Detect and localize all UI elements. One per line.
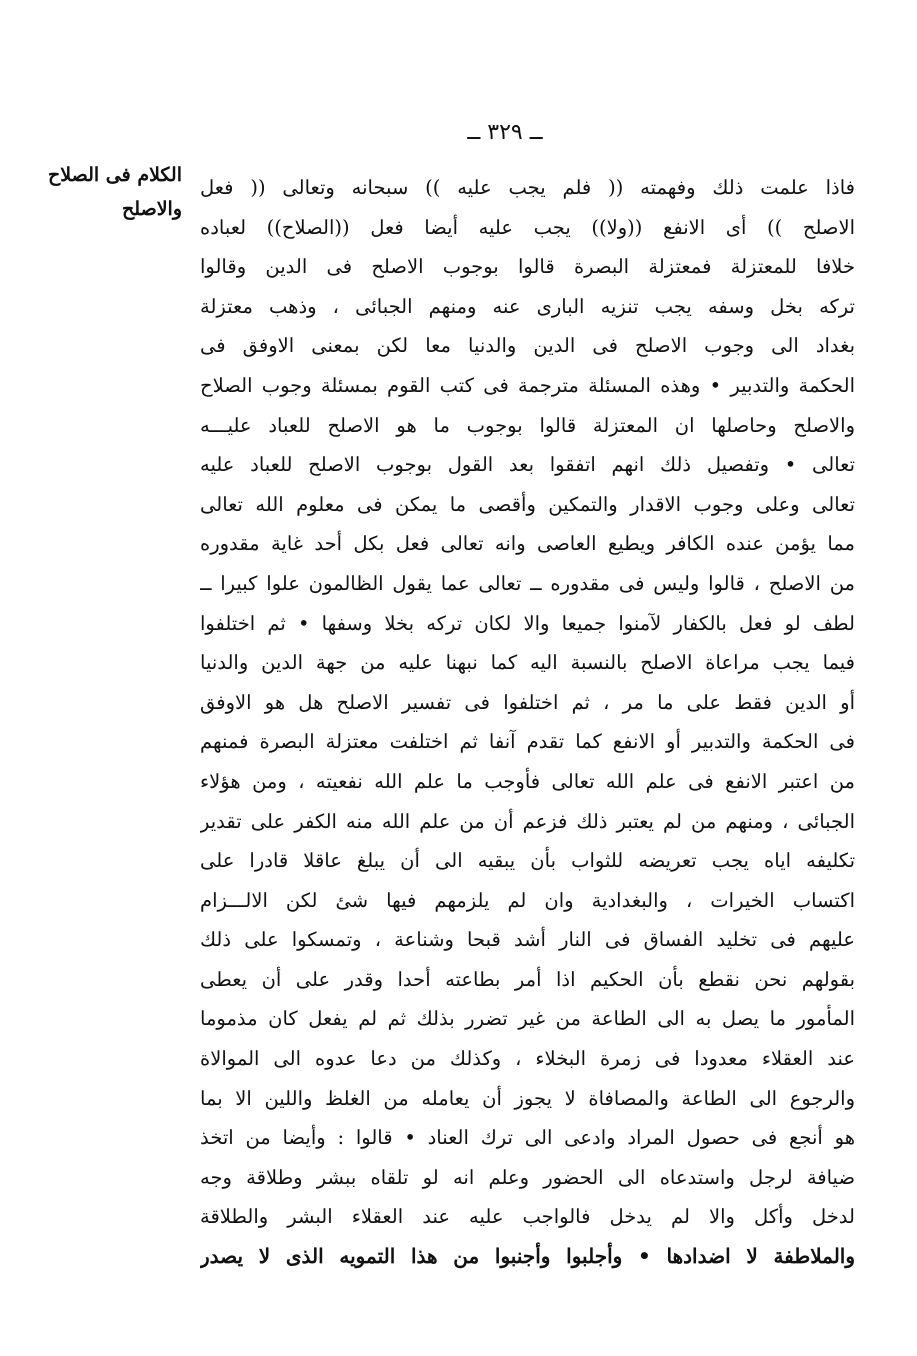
text-line: ضيافة لرجل واستدعاه الى الحضور وعلم انه لو تلقاه ببشر وطلاقة وجه [200,1165,855,1189]
text-line: المأمور ما يصل به الى الطاعة من غير تضرر بذلك ثم لم يفعل كان مذموما [200,1007,855,1031]
text-line: مما يؤمن عنده الكافر ويطيع العاصى وانه تعالى فعل بكل أحد غاية مقدوره [200,532,855,556]
body-text [200,168,855,1277]
text-line: تعالى • وتفصيل ذلك انهم اتفقوا بعد القول بوجوب الاصلح للعباد عليه [200,453,855,477]
text-line: فاذا علمت ذلك وفهمته (( فلم يجب عليه )) سبحانه وتعالى (( فعل [200,176,855,199]
text-line: بقولهم نحن نقطع بأن الحكيم اذا أمر بطاعته أحدا وقدر على أن يعطى [200,967,855,991]
text-line: عند العقلاء معدودا فى زمرة البخلاء ، وكذلك من دعا عدوه الى الموالاة [200,1047,855,1071]
text-line: تعالى وعلى وجوب الاقدار والتمكين وأقصى ما يمكن فى معلوم الله تعالى [200,492,855,516]
text-line: لطف لو فعل بالكفار لآمنوا جميعا والا لكان تركه بخلا وسفها • ثم اختلفوا [200,611,855,635]
page-number: ــ ٣٢٩ ــ [467,120,543,145]
text-line: اكتساب الخيرات ، والبغدادية وان لم يلزمهم فيها شئ لكن الالـــزام [200,888,855,912]
marginal-note-line-1: الكلام فى الصلاح [48,164,182,186]
text-line: والرجوع الى الطاعة والمصافاة لا يجوز أن يعامله من الغلظ واللين الا بما [200,1086,855,1110]
marginal-note-line-2: والاصلح [122,198,182,220]
text-line: أو الدين فقط على ما مر ، ثم اختلفوا فى تفسير الاصلح هل هو الاوفق [200,690,855,714]
text-line: من الاصلح ، قالوا وليس فى مقدوره ــ تعالى عما يقول الظالمون علوا كبيرا ــ [200,571,855,595]
text-line: فيما يجب مراعاة الاصلح بالنسبة اليه كما نبهنا عليه من جهة الدين والدنيا [200,651,855,675]
text-line: الجبائى ، ومنهم من لم يعتبر ذلك فزعم أن من علم الله منه الكفر على تقدير [200,809,855,833]
text-line: بغداد الى وجوب الاصلح فى الدين والدنيا معا لكن بمعنى الاوفق فى [200,334,855,358]
text-line: الحكمة والتدبير • وهذه المسئلة مترجمة فى كتب القوم بمسئلة وجوب الصلاح [200,373,855,397]
text-line: الاصلح )) أى الانفع ((ولا)) يجب عليه أيضا فعل ((الصلاح)) لعباده [200,215,855,239]
text-line: لدخل وأكل والا لم يدخل فالواجب عليه عند العقلاء البشر والطلاقة [200,1205,855,1229]
text-line: من اعتبر الانفع فى علم الله تعالى فأوجب ما علم الله نفعيته ، ومن هؤلاء [200,769,855,793]
text-line: تكليفه اياه يجب تعريضه للثواب بأن يبقيه الى أن يبلغ عاقلا قادرا على [200,849,855,873]
text-line: والاصلح وحاصلها ان المعتزلة قالوا بوجوب ما هو الاصلح للعباد عليـــه [200,413,855,437]
text-line: خلافا للمعتزلة فمعتزلة البصرة قالوا بوجوب الاصلح فى الدين وقالوا [200,255,855,279]
marginal-note [48,158,182,226]
text-line: فى الحكمة والتدبير أو الانفع كما تقدم آنفا ثم اختلفت معتزلة البصرة فمنهم [200,730,855,754]
text-line: تركه بخل وسفه يجب تنزيه البارى عنه ومنهم الجبائى ، وذهب معتزلة [200,294,855,318]
text-line: عليهم فى تخليد الفساق فى النار أشد قبحا وشناعة ، وتمسكوا على ذلك [200,928,855,952]
text-line: هو أنجع فى حصول المراد وادعى الى ترك العناد • قالوا : وأيضا من اتخذ [200,1126,855,1150]
text-line: والملاطفة لا اضدادها • وأجلبوا وأجنبوا من هذا التمويه الذى لا يصدر [200,1244,855,1269]
